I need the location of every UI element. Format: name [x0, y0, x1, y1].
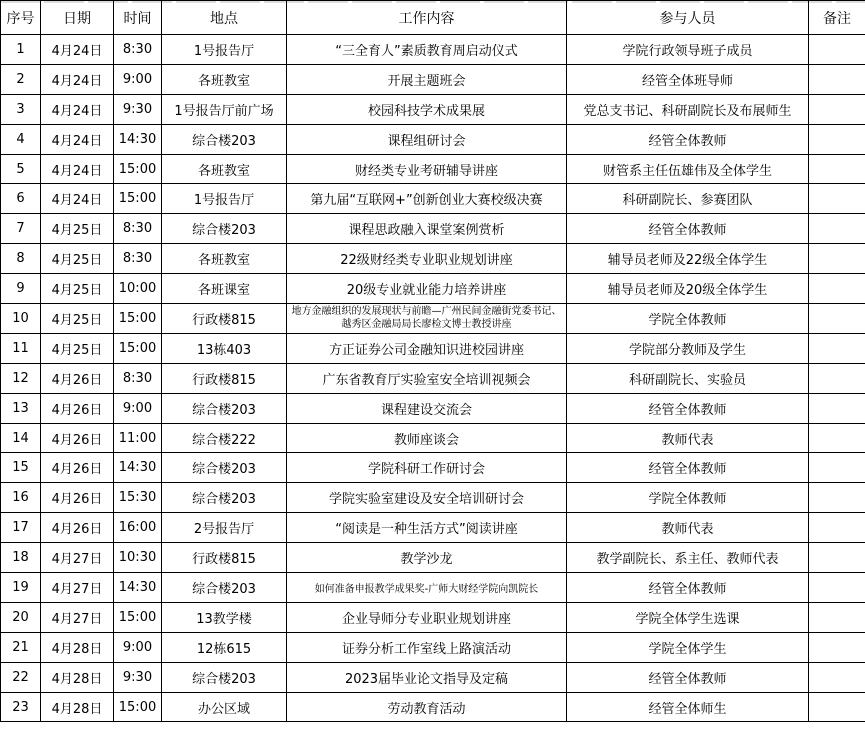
cell-content: 校园科技学术成果展 [287, 94, 567, 124]
cell-people: 学院全体教师 [567, 304, 809, 334]
cell-note [809, 35, 865, 65]
cell-date: 4月27日 [41, 543, 114, 573]
cell-note [809, 513, 865, 543]
cell-date: 4月24日 [41, 64, 114, 94]
cell-note [809, 244, 865, 274]
cell-content: 地方金融组织的发展现状与前瞻—广州民间金融街党委书记、越秀区金融局局长廖检文博士教授讲座 [287, 304, 567, 334]
table-row [1, 602, 865, 632]
cell-place: 综合楼203 [162, 393, 287, 423]
cell-date: 4月25日 [41, 214, 114, 244]
cell-no: 14 [1, 423, 41, 453]
cell-place: 1号报告厅前广场 [162, 94, 287, 124]
table-row [1, 304, 865, 334]
cell-content: 20级专业就业能力培养讲座 [287, 274, 567, 304]
cell-people: 经管全体教师 [567, 453, 809, 483]
cell-date: 4月25日 [41, 244, 114, 274]
cell-time: 16:00 [114, 513, 162, 543]
cell-content: 课程建设交流会 [287, 393, 567, 423]
cell-time: 9:30 [114, 94, 162, 124]
cell-note [809, 94, 865, 124]
table-row [1, 513, 865, 543]
cell-time: 9:00 [114, 393, 162, 423]
header-time: 时间 [114, 1, 162, 35]
cell-no: 23 [1, 692, 41, 722]
cell-time: 8:30 [114, 35, 162, 65]
cell-date: 4月28日 [41, 632, 114, 662]
table-row [1, 214, 865, 244]
cell-time: 14:30 [114, 453, 162, 483]
cell-content: 方正证券公司金融知识进校园讲座 [287, 333, 567, 363]
cell-content: 广东省教育厅实验室安全培训视频会 [287, 363, 567, 393]
cell-people: 经管全体教师 [567, 573, 809, 603]
cell-no: 13 [1, 393, 41, 423]
cell-people: 学院全体学生 [567, 632, 809, 662]
header-people: 参与人员 [567, 1, 809, 35]
cell-time: 14:30 [114, 573, 162, 603]
cell-content: 教学沙龙 [287, 543, 567, 573]
cell-note [809, 274, 865, 304]
cell-no: 21 [1, 632, 41, 662]
table-row [1, 333, 865, 363]
cell-no: 20 [1, 602, 41, 632]
cell-place: 13栋403 [162, 333, 287, 363]
cell-people: 学院全体教师 [567, 483, 809, 513]
cell-content: 2023届毕业论文指导及定稿 [287, 662, 567, 692]
cell-time: 8:30 [114, 363, 162, 393]
cell-note [809, 483, 865, 513]
cell-note [809, 573, 865, 603]
cell-date: 4月25日 [41, 304, 114, 334]
cell-time: 15:00 [114, 184, 162, 214]
table-row [1, 94, 865, 124]
table-row [1, 124, 865, 154]
cell-date: 4月28日 [41, 662, 114, 692]
cell-content: 22级财经类专业职业规划讲座 [287, 244, 567, 274]
cell-note [809, 632, 865, 662]
header-place: 地点 [162, 1, 287, 35]
cell-no: 9 [1, 274, 41, 304]
cell-note [809, 214, 865, 244]
cell-no: 1 [1, 35, 41, 65]
cell-people: 经管全体教师 [567, 393, 809, 423]
cell-place: 办公区域 [162, 692, 287, 722]
cell-no: 15 [1, 453, 41, 483]
cell-content: 学院实验室建设及安全培训研讨会 [287, 483, 567, 513]
cell-people: 辅导员老师及20级全体学生 [567, 274, 809, 304]
cell-place: 行政楼815 [162, 543, 287, 573]
cell-people: 财管系主任伍雄伟及全体学生 [567, 154, 809, 184]
table-row [1, 244, 865, 274]
cell-date: 4月26日 [41, 513, 114, 543]
cell-content: 开展主题班会 [287, 64, 567, 94]
cell-date: 4月24日 [41, 154, 114, 184]
cell-people: 教师代表 [567, 423, 809, 453]
cell-content: 课程组研讨会 [287, 124, 567, 154]
table-row [1, 543, 865, 573]
cell-time: 15:00 [114, 154, 162, 184]
cell-place: 综合楼203 [162, 124, 287, 154]
cell-note [809, 423, 865, 453]
cell-time: 9:30 [114, 662, 162, 692]
cell-content: 教师座谈会 [287, 423, 567, 453]
cell-people: 经管全体教师 [567, 124, 809, 154]
cell-note [809, 333, 865, 363]
cell-date: 4月28日 [41, 692, 114, 722]
cell-date: 4月25日 [41, 333, 114, 363]
table-row [1, 363, 865, 393]
cell-time: 15:00 [114, 304, 162, 334]
cell-place: 1号报告厅 [162, 184, 287, 214]
cell-place: 各班课室 [162, 274, 287, 304]
cell-time: 11:00 [114, 423, 162, 453]
cell-content: 学院科研工作研讨会 [287, 453, 567, 483]
cell-time: 15:00 [114, 692, 162, 722]
cell-place: 综合楼203 [162, 453, 287, 483]
cell-no: 4 [1, 124, 41, 154]
cell-people: 教学副院长、系主任、教师代表 [567, 543, 809, 573]
cell-people: 经管全体教师 [567, 214, 809, 244]
cell-time: 15:00 [114, 333, 162, 363]
cell-content: 劳动教育活动 [287, 692, 567, 722]
cell-no: 22 [1, 662, 41, 692]
header-content: 工作内容 [287, 1, 567, 35]
cell-people: 科研副院长、实验员 [567, 363, 809, 393]
cell-place: 综合楼203 [162, 483, 287, 513]
cell-place: 12栋615 [162, 632, 287, 662]
cell-no: 5 [1, 154, 41, 184]
cell-time: 9:00 [114, 632, 162, 662]
cell-date: 4月26日 [41, 483, 114, 513]
cell-note [809, 662, 865, 692]
cell-people: 教师代表 [567, 513, 809, 543]
cell-content: 第九届“互联网+”创新创业大赛校级决赛 [287, 184, 567, 214]
cell-place: 综合楼203 [162, 214, 287, 244]
cell-no: 8 [1, 244, 41, 274]
cell-note [809, 602, 865, 632]
cell-no: 7 [1, 214, 41, 244]
table-row [1, 573, 865, 603]
cell-date: 4月24日 [41, 124, 114, 154]
cell-people: 经管全体师生 [567, 692, 809, 722]
cell-content: 财经类专业考研辅导讲座 [287, 154, 567, 184]
cell-people: 科研副院长、参赛团队 [567, 184, 809, 214]
table-row [1, 64, 865, 94]
cell-time: 14:30 [114, 124, 162, 154]
cell-no: 12 [1, 363, 41, 393]
cell-content: 如何准备申报教学成果奖-广师大财经学院向凯院长 [287, 573, 567, 603]
cell-note [809, 124, 865, 154]
cell-place: 行政楼815 [162, 304, 287, 334]
cell-date: 4月27日 [41, 573, 114, 603]
cell-people: 经管全体教师 [567, 662, 809, 692]
table-row [1, 632, 865, 662]
cell-place: 2号报告厅 [162, 513, 287, 543]
table-row [1, 483, 865, 513]
cell-content: “三全育人”素质教育周启动仪式 [287, 35, 567, 65]
cell-note [809, 692, 865, 722]
cell-people: 党总支书记、科研副院长及布展师生 [567, 94, 809, 124]
cell-place: 各班教室 [162, 64, 287, 94]
cell-date: 4月26日 [41, 453, 114, 483]
cell-time: 9:00 [114, 64, 162, 94]
table-row [1, 154, 865, 184]
cell-note [809, 64, 865, 94]
cell-time: 10:00 [114, 274, 162, 304]
header-date: 日期 [41, 1, 114, 35]
cell-place: 综合楼203 [162, 573, 287, 603]
cell-time: 8:30 [114, 244, 162, 274]
header-row [1, 1, 865, 35]
cell-no: 17 [1, 513, 41, 543]
table-row [1, 453, 865, 483]
table-row [1, 35, 865, 65]
cell-people: 辅导员老师及22级全体学生 [567, 244, 809, 274]
cell-date: 4月24日 [41, 94, 114, 124]
cell-people: 学院全体学生选课 [567, 602, 809, 632]
cell-no: 18 [1, 543, 41, 573]
header-no: 序号 [1, 1, 41, 35]
cell-note [809, 154, 865, 184]
table-row [1, 692, 865, 722]
cell-content: 课程思政融入课堂案例赏析 [287, 214, 567, 244]
cell-no: 3 [1, 94, 41, 124]
cell-time: 10:30 [114, 543, 162, 573]
cell-note [809, 363, 865, 393]
cell-date: 4月24日 [41, 35, 114, 65]
cell-no: 6 [1, 184, 41, 214]
cell-content: 证券分析工作室线上路演活动 [287, 632, 567, 662]
cell-note [809, 393, 865, 423]
cell-note [809, 184, 865, 214]
cell-place: 各班教室 [162, 154, 287, 184]
cell-people: 学院行政领导班子成员 [567, 35, 809, 65]
cell-no: 16 [1, 483, 41, 513]
cell-date: 4月26日 [41, 423, 114, 453]
table-row [1, 184, 865, 214]
cell-place: 综合楼203 [162, 662, 287, 692]
cell-people: 学院部分教师及学生 [567, 333, 809, 363]
cell-place: 综合楼222 [162, 423, 287, 453]
cell-no: 10 [1, 304, 41, 334]
cell-note [809, 543, 865, 573]
cell-time: 15:00 [114, 602, 162, 632]
cell-no: 2 [1, 64, 41, 94]
cell-date: 4月26日 [41, 363, 114, 393]
cell-content: 企业导师分专业职业规划讲座 [287, 602, 567, 632]
cell-people: 经管全体班导师 [567, 64, 809, 94]
cell-date: 4月25日 [41, 274, 114, 304]
table-row [1, 274, 865, 304]
cell-place: 1号报告厅 [162, 35, 287, 65]
cell-date: 4月26日 [41, 393, 114, 423]
cell-content: “阅读是一种生活方式”阅读讲座 [287, 513, 567, 543]
cell-date: 4月24日 [41, 184, 114, 214]
header-note: 备注 [809, 1, 865, 35]
table-row [1, 662, 865, 692]
cell-date: 4月27日 [41, 602, 114, 632]
cell-time: 15:30 [114, 483, 162, 513]
cell-place: 行政楼815 [162, 363, 287, 393]
cell-time: 8:30 [114, 214, 162, 244]
cell-place: 各班教室 [162, 244, 287, 274]
cell-note [809, 453, 865, 483]
cell-note [809, 304, 865, 334]
cell-no: 19 [1, 573, 41, 603]
table-row [1, 423, 865, 453]
table-row [1, 393, 865, 423]
cell-no: 11 [1, 333, 41, 363]
cell-place: 13教学楼 [162, 602, 287, 632]
